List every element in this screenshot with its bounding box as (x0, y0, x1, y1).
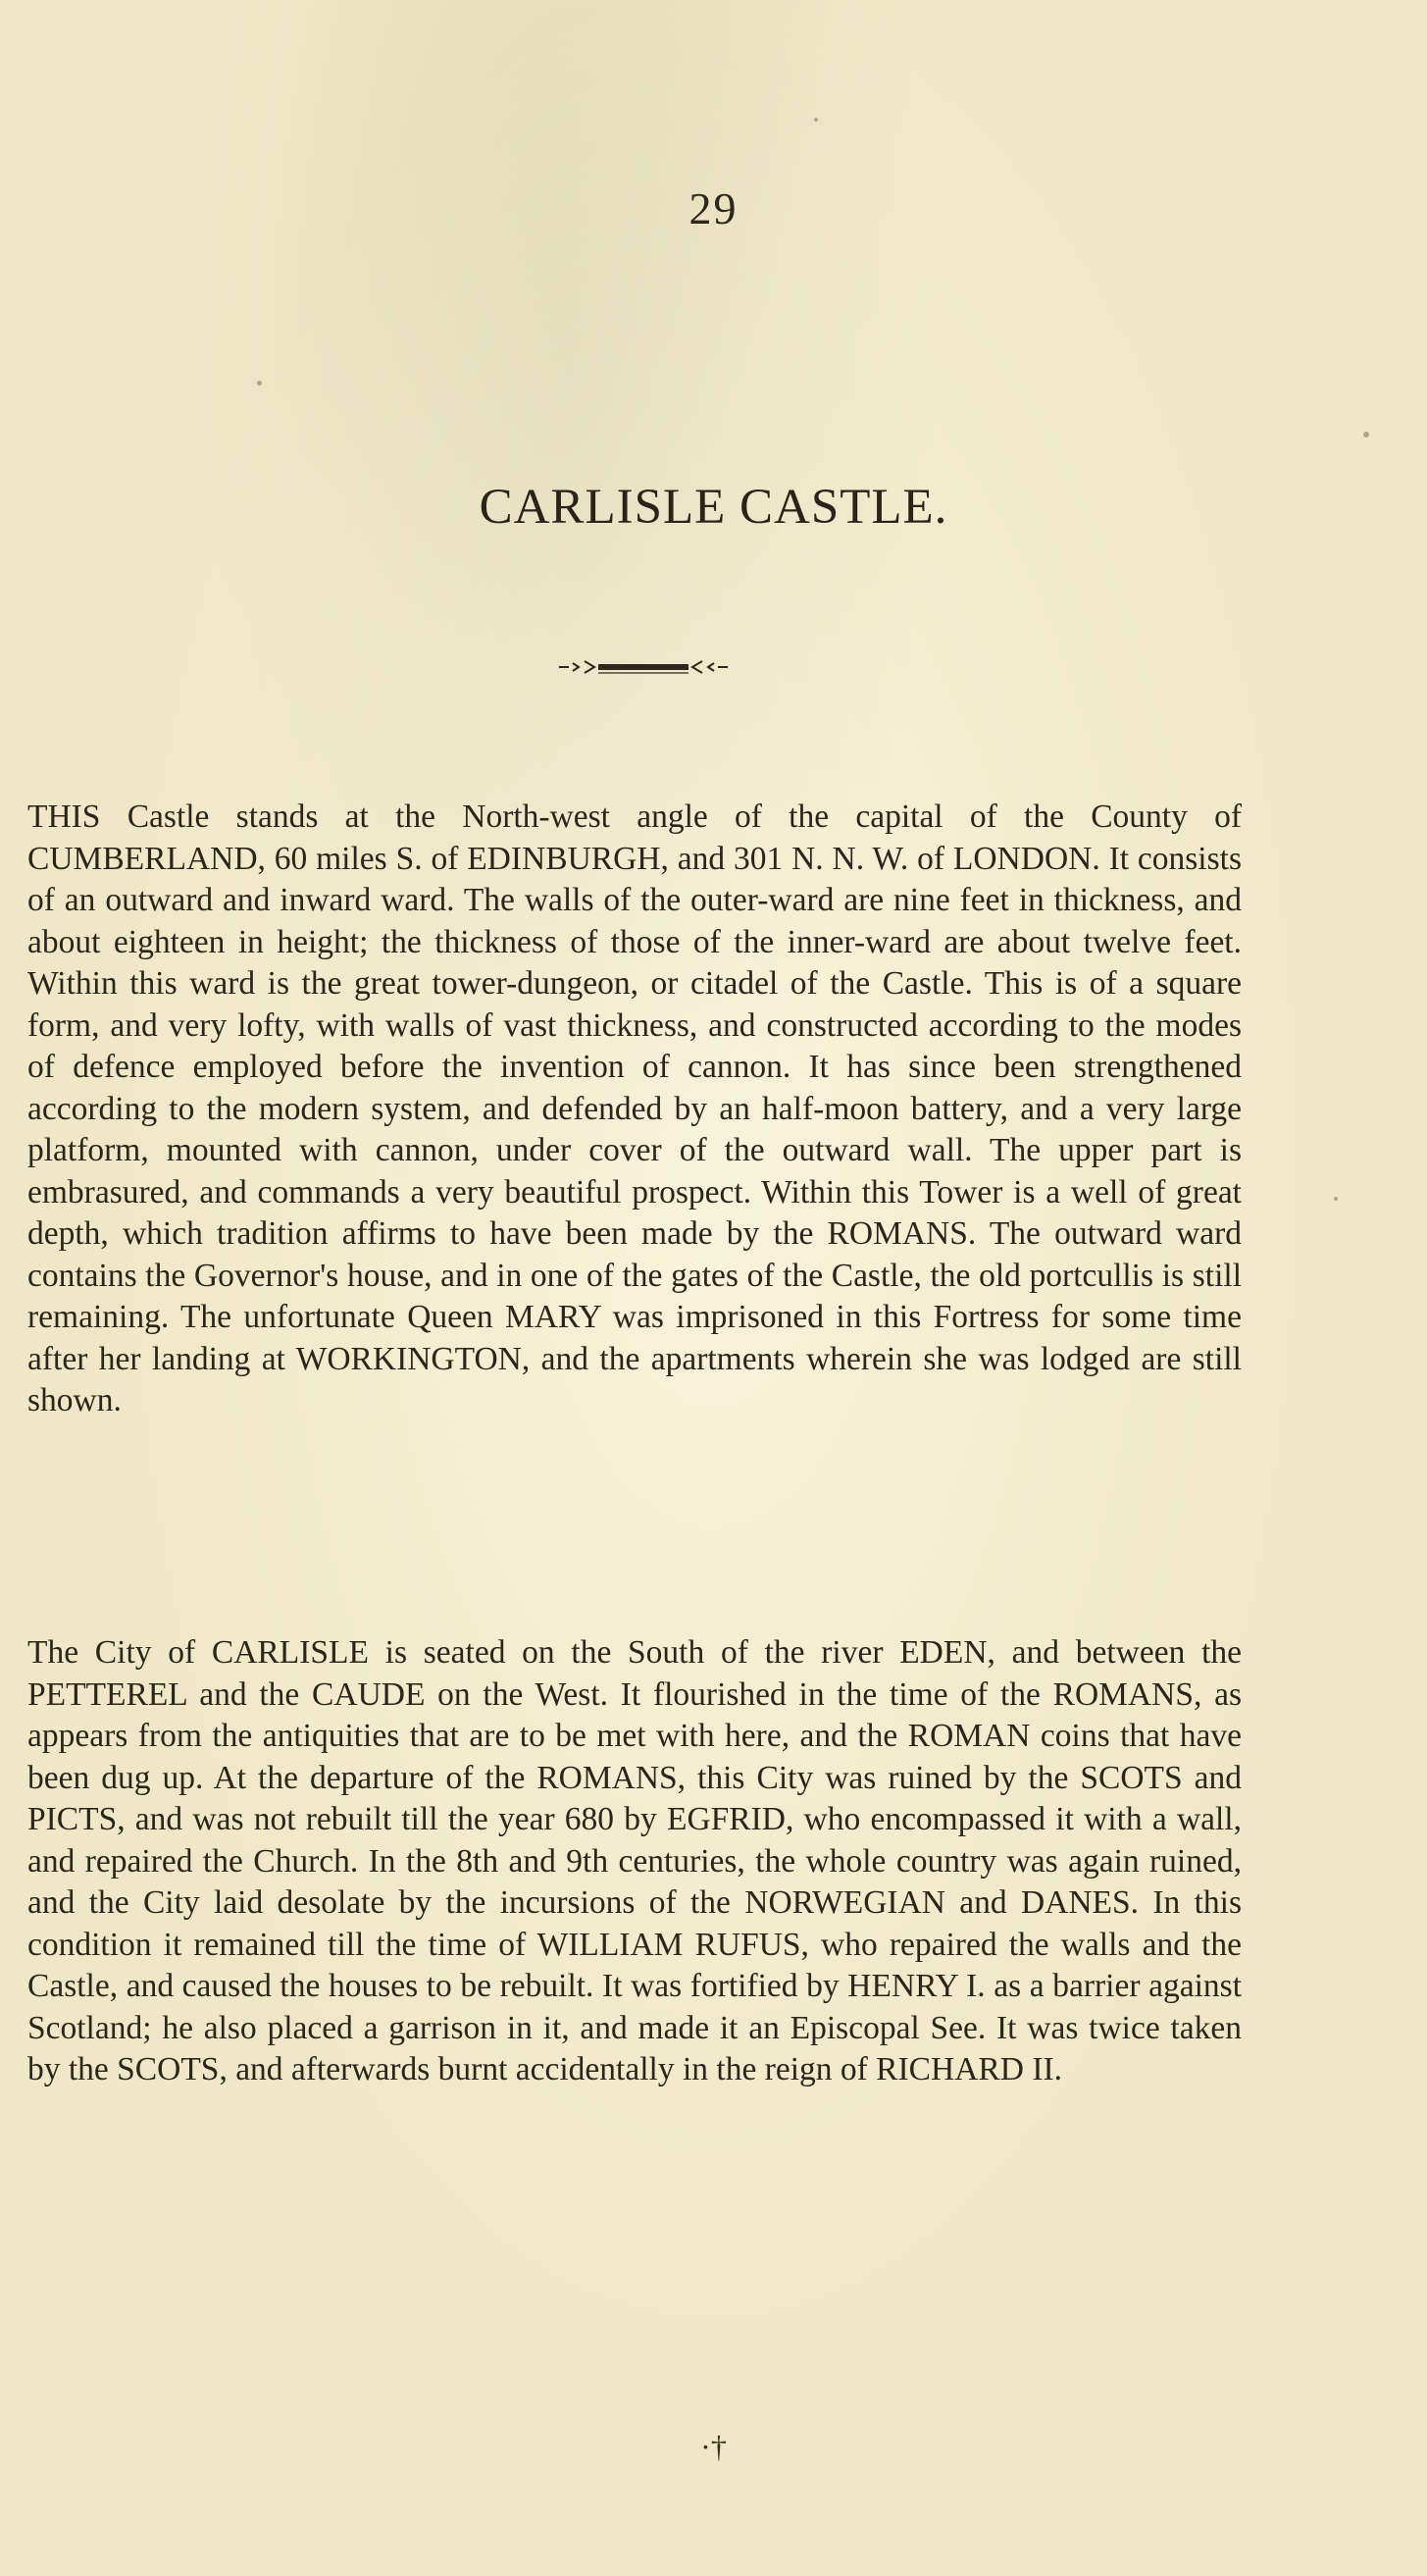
page-number: 29 (688, 183, 739, 233)
paper-speck (257, 381, 262, 386)
paragraph-castle (27, 797, 1242, 1422)
page-tail-mark: ·† (700, 2429, 727, 2464)
paper-speck (1363, 432, 1369, 438)
title-ornament-rule (555, 655, 732, 679)
paragraph-castle-text: THIS Castle stands at the North-west angle of the capital of the County of CUMBERLAND, 60 miles S. of EDINBURGH, and 301 N. N. W. of LONDON. It consists of an outward and inward ward. The walls of the outer-ward are nine feet in thickness, and about eighteen in height; the thickness of those of the inner-ward are about twelve feet. Within this ward is the great tower-dungeon, or citadel of the Castle. This is of a square form, and very lofty, with walls of vast thickness, and constructed according to the modes of defence employed before the invention of cannon. It has since been strengthened according to the modern system, and defended by an half-moon battery, and a very large platform, mounted with cannon, under cover of the outward wall. The upper part is embrasured, and commands a very beautiful prospect. Within this Tower is a well of great depth, which tradition affirms to have been made by the ROMANS. The outward ward contains the Governor's house, and in one of the gates of the Castle, the old portcullis is still remaining. The unfortunate Queen MARY was imprisoned in this Fortress for some time after her landing at WORKINGTON, and the apartments wherein she was lodged are still shown. (27, 799, 1242, 1418)
paragraph-city (27, 1632, 1242, 2091)
page-title: CARLISLE CASTLE. (479, 480, 948, 535)
paper-speck (1334, 1197, 1338, 1201)
paragraph-city-text: The City of CARLISLE is seated on the South of the river EDEN, and between the PETTEREL and the CAUDE on the West. It flourished in the time of the ROMANS, as appears from the antiquities that are to be met with here, and the ROMAN coins that have been dug up. At the departure of the ROMANS, this City was ruined by the SCOTS and PICTS, and was not rebuilt till the year 680 by EGFRID, who encompassed it with a wall, and repaired the Church. In the 8th and 9th centuries, the whole country was again ruined, and the City laid desolate by the incursions of the NORWEGIAN and DANES. In this condition it remained till the time of WILLIAM RUFUS, who repaired the walls and the Castle, and caused the houses to be rebuilt. It was fortified by HENRY I. as a barrier against Scotland; he also placed a garrison in it, and made it an Episcopal See. It was twice taken by the SCOTS, and afterwards burnt accidentally in the reign of RICHARD II. (27, 1634, 1242, 2087)
paper-speck (814, 118, 818, 122)
